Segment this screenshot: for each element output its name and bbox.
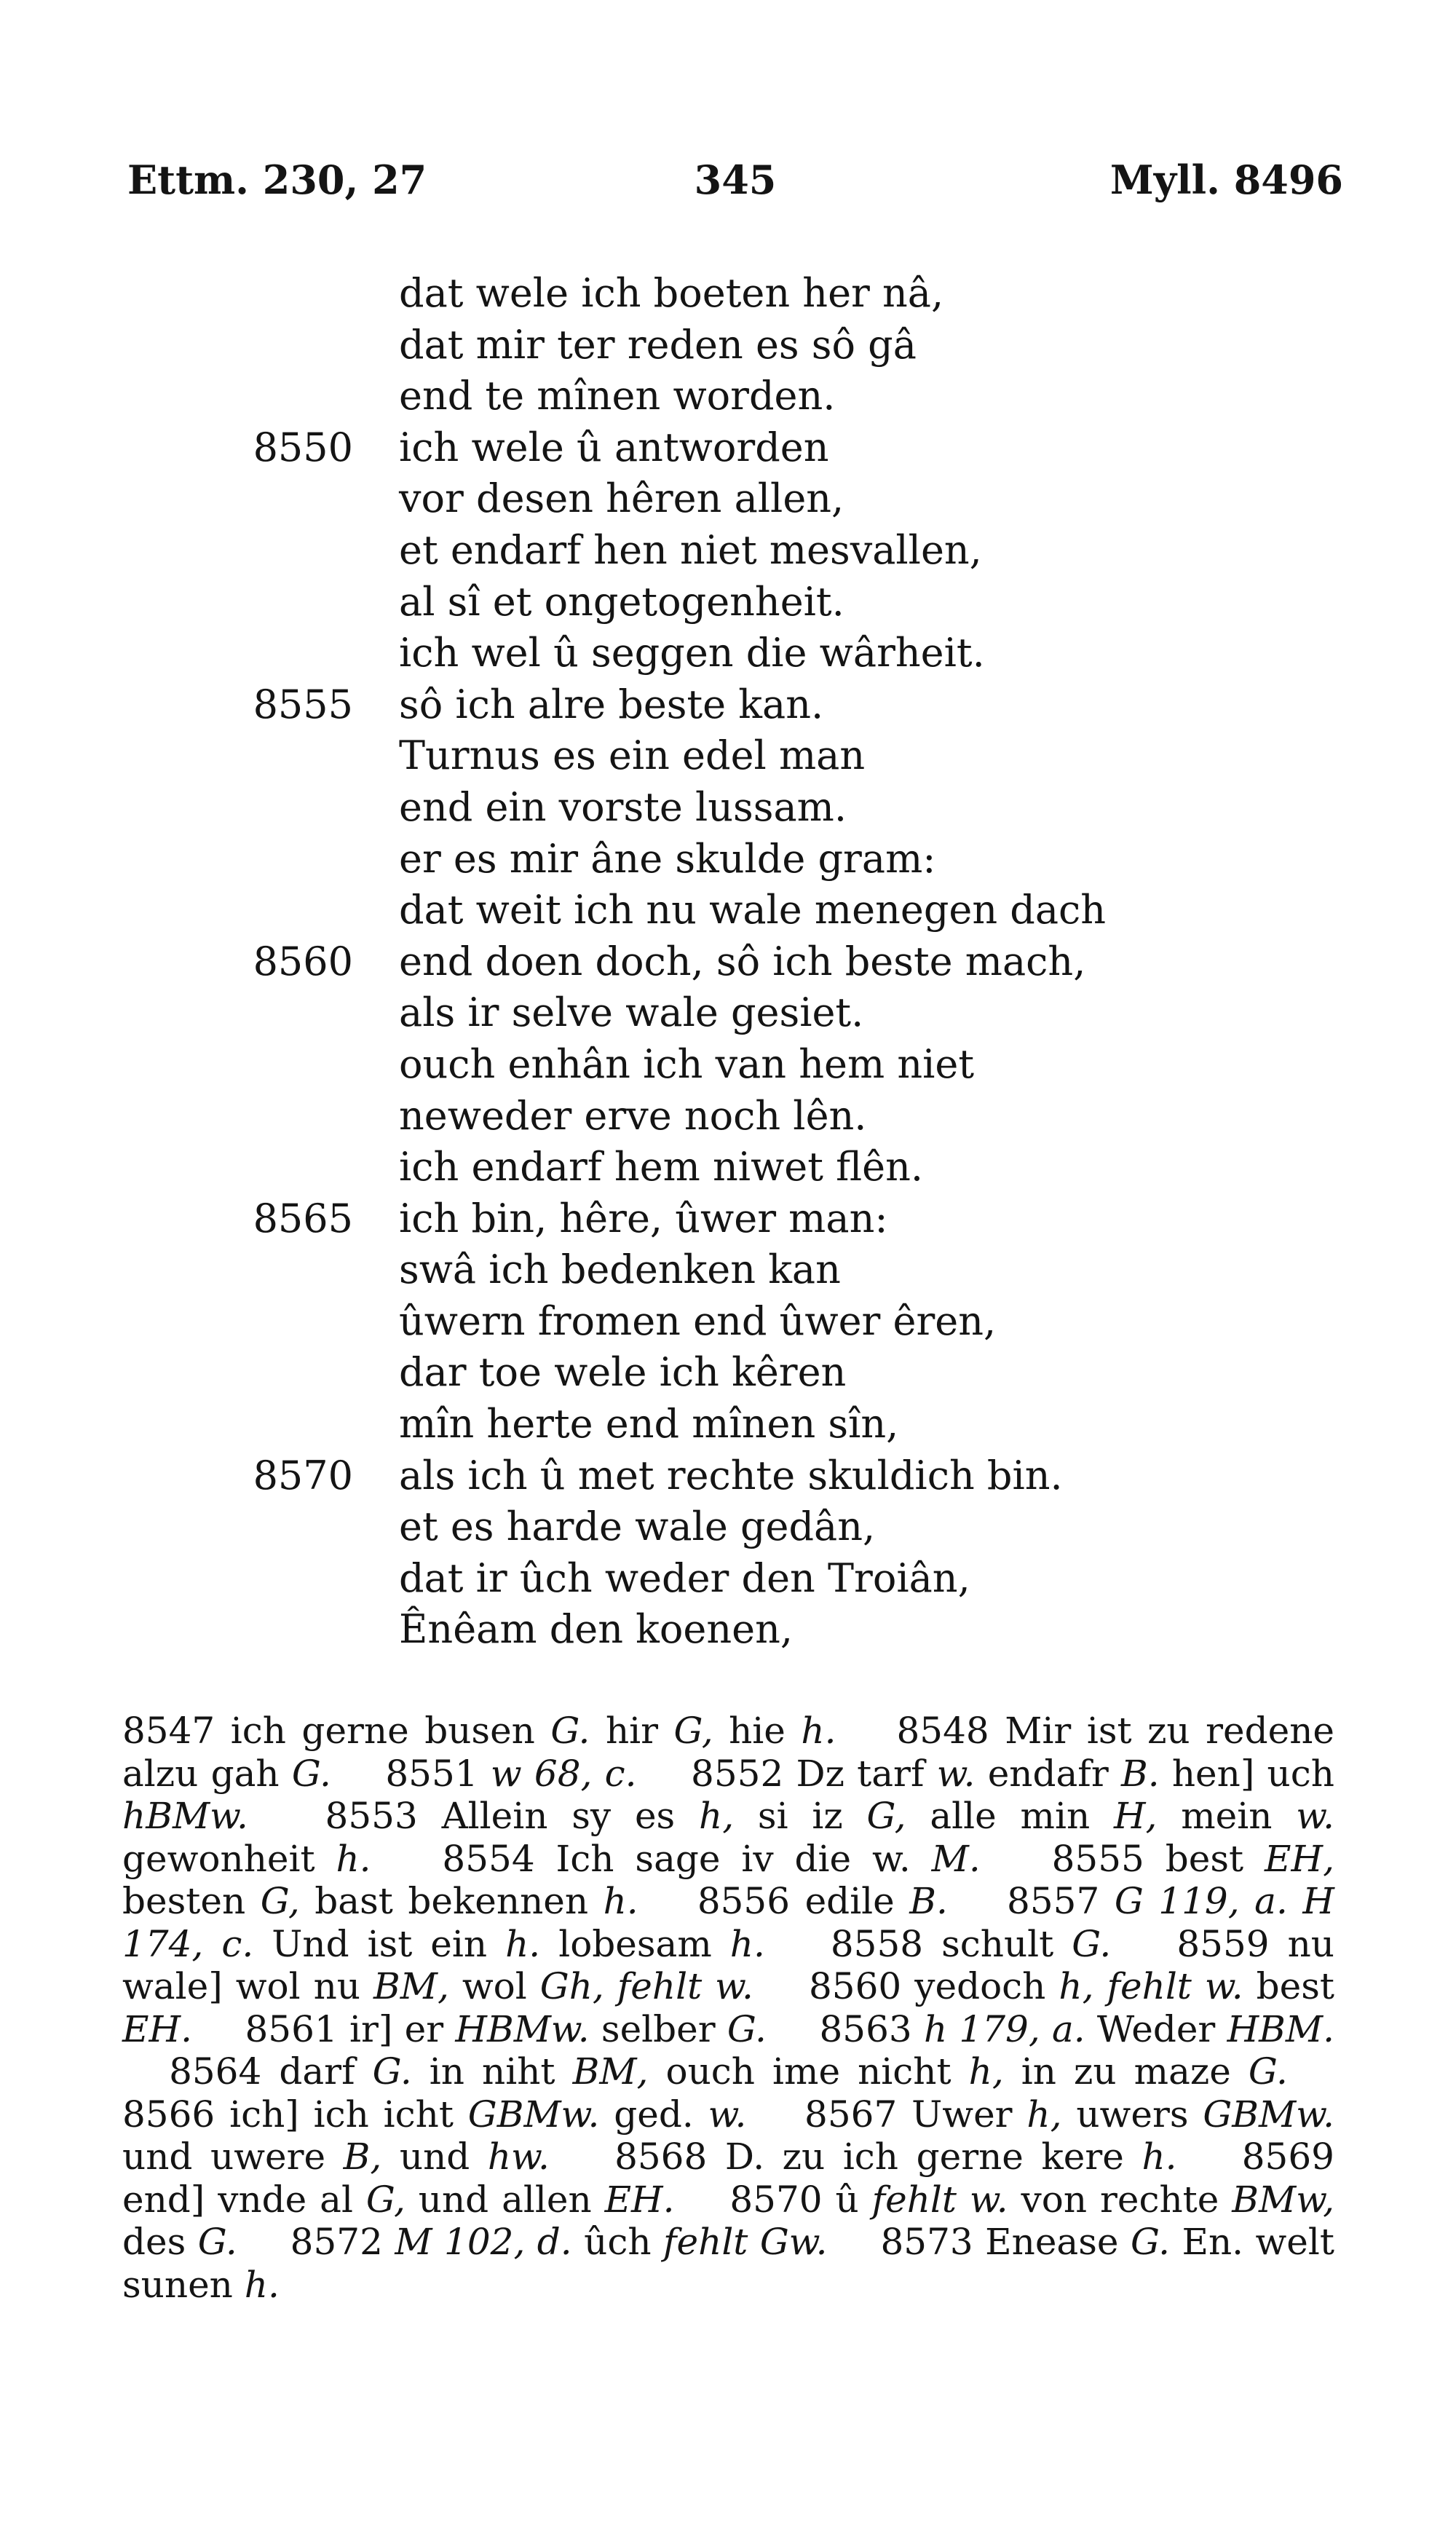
verse-line: [0, 1142, 1456, 1193]
verse-line: [0, 473, 1456, 525]
variant-note: [122, 1710, 836, 1752]
variant-note: [122, 2093, 746, 2136]
note-text: 8573 Enease: [880, 2221, 1131, 2263]
note-text: 8559 nu wale] wol nu: [122, 1922, 1334, 2007]
verse-line: [0, 422, 1456, 474]
siglum: G,: [866, 1795, 906, 1837]
note-text: bast bekennen: [299, 1880, 604, 1922]
verse-text-line: dat wele ich boeten her nâ,: [399, 270, 944, 316]
verse-text-line: als ich û met rechte skuldich bin.: [399, 1452, 1063, 1498]
verse-text-line: als ir selve wale gesiet.: [399, 989, 864, 1036]
variant-note: [697, 1880, 948, 1922]
note-text: in niht: [411, 2050, 573, 2093]
note-text: 8547 ich gerne busen: [122, 1710, 551, 1752]
siglum: GBMw.: [467, 2093, 600, 2136]
verse-line: [0, 577, 1456, 628]
verse-text-line: ich endarf hem niwet flên.: [399, 1144, 924, 1190]
note-text: von rechte: [1008, 2178, 1233, 2221]
siglum: h.: [801, 1710, 836, 1752]
verse-line: [0, 320, 1456, 371]
verse-line: [0, 1039, 1456, 1091]
line-number: 8550: [253, 424, 353, 470]
note-text: ûch: [571, 2221, 664, 2263]
note-text: 8567 Uwer: [804, 2093, 1027, 2136]
note-text: und allen: [405, 2178, 605, 2221]
line-number: 8555: [253, 681, 353, 727]
verse-line: [0, 782, 1456, 834]
note-text: endafr: [975, 1752, 1121, 1795]
siglum: EH.: [604, 2178, 675, 2221]
verse-text-line: Turnus es ein edel man: [399, 732, 866, 779]
note-text: 8555 best: [1051, 1837, 1265, 1880]
note-text: 8563: [819, 2007, 924, 2050]
siglum: G 119, a. H 174, c.: [122, 1880, 1334, 1965]
line-number: 8565: [253, 1195, 353, 1241]
note-text: 8566 ich] ich icht: [122, 2093, 468, 2136]
siglum: H,: [1113, 1795, 1158, 1837]
siglum: h,: [1026, 2093, 1062, 2136]
line-number: 8570: [253, 1452, 353, 1498]
siglum: h.: [244, 2263, 280, 2306]
siglum: G.: [372, 2050, 412, 2093]
verse-line: [0, 987, 1456, 1039]
note-text: besten: [122, 1880, 261, 1922]
verse-text-line: et endarf hen niet mesvallen,: [399, 526, 982, 573]
note-text: 8553 Allein sy es: [325, 1795, 699, 1837]
verse-line: [0, 1193, 1456, 1245]
verse-text-line: dat ir ûch weder den Troiân,: [399, 1555, 970, 1601]
verse-text-line: end te mînen worden.: [399, 373, 836, 419]
note-text: 8570 û: [729, 2178, 872, 2221]
siglum: h 179, a.: [923, 2007, 1085, 2050]
siglum: G.: [550, 1710, 590, 1752]
verse-text-line: Ênêam den koenen,: [399, 1606, 794, 1653]
siglum: h,: [699, 1795, 735, 1837]
verse-line: [0, 936, 1456, 988]
variant-note: [614, 2136, 1177, 2178]
note-text: 8560 yedoch: [808, 1965, 1059, 2007]
verse-line: [0, 730, 1456, 782]
variant-note: [831, 1923, 1111, 1965]
verse-line: [0, 1604, 1456, 1656]
note-text: wol: [448, 1965, 540, 2007]
verse-line: [0, 371, 1456, 422]
note-text: 8568 D. zu ich gerne kere: [614, 2136, 1142, 2178]
note-text: in zu maze: [1003, 2050, 1249, 2093]
verse-text-line: swâ ich bedenken kan: [399, 1247, 841, 1293]
siglum: fehlt w.: [871, 2178, 1008, 2221]
verse-line: [0, 1296, 1456, 1348]
verse-text-line: et es harde wale gedân,: [399, 1504, 876, 1550]
siglum: w.: [936, 1752, 976, 1795]
variant-note: [819, 2008, 1334, 2050]
siglum: GBMw.: [1203, 2093, 1334, 2136]
verse-text-line: neweder erve noch lên.: [399, 1092, 867, 1139]
siglum: G.: [1130, 2221, 1171, 2263]
note-text: selber: [589, 2007, 727, 2050]
note-text: gewonheit: [122, 1837, 336, 1880]
siglum: h,: [1059, 1965, 1094, 2007]
siglum: h.: [1142, 2136, 1177, 2178]
siglum: B.: [1120, 1752, 1160, 1795]
note-text: ged.: [599, 2093, 708, 2136]
verse-text-line: al sî et ongetogenheit.: [399, 578, 844, 625]
siglum: fehlt w.: [1107, 1965, 1243, 2007]
note-text: 8564 darf: [169, 2050, 373, 2093]
verse-text-line: dat weit ich nu wale menegen dach: [399, 887, 1107, 933]
note-text: 8572: [290, 2221, 395, 2263]
siglum: h.: [729, 1922, 765, 1965]
siglum: w.: [1296, 1795, 1335, 1837]
note-text: 8557: [1007, 1880, 1115, 1922]
verse-line: [0, 834, 1456, 885]
verse-line: [0, 885, 1456, 936]
verse-text-line: ûwern fromen end ûwer êren,: [399, 1297, 997, 1344]
verse-line: [0, 268, 1456, 320]
running-head-right: Myll. 8496: [1109, 157, 1343, 203]
note-text: 8552 Dz tarf: [691, 1752, 937, 1795]
note-text: 8569 end] vnde al: [122, 2136, 1334, 2221]
verse-line: [0, 1091, 1456, 1142]
note-text: mein: [1157, 1795, 1297, 1837]
siglum: BM,: [373, 1965, 449, 2007]
note-text: des: [122, 2221, 198, 2263]
siglum: w 68, c.: [490, 1752, 637, 1795]
siglum: h.: [603, 1880, 638, 1922]
note-text: hir: [590, 1710, 674, 1752]
verse-line: [0, 1399, 1456, 1450]
verse-text-line: er es mir âne skulde gram:: [399, 835, 936, 882]
siglum: hBMw.: [122, 1795, 248, 1837]
siglum: M.: [931, 1837, 981, 1880]
variant-note: [169, 2050, 1288, 2093]
page-header: [127, 157, 1343, 215]
siglum: fehlt w.: [604, 1965, 753, 2007]
verse-text-line: ich wel û seggen die wârheit.: [399, 630, 985, 676]
verse-text-line: dar toe wele ich kêren: [399, 1349, 847, 1396]
siglum: G.: [291, 1752, 331, 1795]
siglum: B,: [343, 2136, 382, 2178]
note-text: 8551: [385, 1752, 491, 1795]
note-text: Und ist ein: [253, 1922, 506, 1965]
siglum: h.: [336, 1837, 371, 1880]
siglum: Gh,: [539, 1965, 604, 2007]
note-text: und: [381, 2136, 488, 2178]
note-text: 8556 edile: [697, 1880, 910, 1922]
siglum: G,: [365, 2178, 405, 2221]
siglum: h,: [968, 2050, 1004, 2093]
note-text: si iz: [734, 1795, 867, 1837]
siglum: G.: [197, 2221, 237, 2263]
verse-text-line: ich wele û antworden: [399, 424, 829, 470]
siglum: fehlt Gw.: [663, 2221, 828, 2263]
siglum: M 102, d.: [395, 2221, 572, 2263]
verse-text-line: sô ich alre beste kan.: [399, 681, 824, 727]
verse-line: [0, 1244, 1456, 1296]
siglum: h.: [505, 1922, 541, 1965]
note-text: alle min: [906, 1795, 1114, 1837]
variant-note: [245, 2008, 767, 2050]
siglum: G,: [673, 1710, 713, 1752]
note-text: 8554 Ich sage iv die w.: [442, 1837, 932, 1880]
verse-line: [0, 1450, 1456, 1502]
verse-text-line: end doen doch, sô ich beste mach,: [399, 938, 1086, 984]
siglum: G.: [727, 2007, 767, 2050]
verse-text-line: ouch enhân ich van hem niet: [399, 1040, 975, 1087]
note-text: ouch ime nicht: [648, 2050, 969, 2093]
variant-note: [290, 2221, 828, 2263]
verse-line: [0, 679, 1456, 731]
siglum: EH,: [1264, 1837, 1334, 1880]
siglum: G.: [1248, 2050, 1288, 2093]
line-number: 8560: [253, 938, 353, 984]
verse-text-line: end ein vorste lussam.: [399, 783, 847, 830]
siglum: G.: [1072, 1922, 1112, 1965]
note-text: und uwere: [122, 2136, 344, 2178]
siglum: w.: [708, 2093, 747, 2136]
verse-line: [0, 1347, 1456, 1399]
verse-text: [0, 268, 1456, 1656]
siglum: HBM.: [1227, 2007, 1334, 2050]
verse-line: [0, 525, 1456, 577]
verse-text-line: mîn herte end mînen sîn,: [399, 1401, 899, 1447]
variant-note: [442, 1838, 980, 1880]
apparatus-notes: [122, 1710, 1334, 2306]
verse-line: [0, 628, 1456, 679]
siglum: hw.: [487, 2136, 550, 2178]
siglum: BM,: [572, 2050, 649, 2093]
variant-note: [385, 1753, 636, 1795]
siglum: HBMw.: [455, 2007, 590, 2050]
note-text: Weder: [1085, 2007, 1227, 2050]
note-text: hie: [713, 1710, 802, 1752]
note-text: En. welt sunen: [122, 2221, 1334, 2306]
note-text: hen] uch: [1159, 1752, 1334, 1795]
note-text: 8561 ir] er: [245, 2007, 456, 2050]
note-text: uwers: [1061, 2093, 1203, 2136]
verse-text-line: ich bin, hêre, ûwer man:: [399, 1195, 888, 1241]
verse-line: [0, 1553, 1456, 1605]
siglum: BMw,: [1232, 2178, 1334, 2221]
verse-text-line: dat mir ter reden es sô gâ: [399, 321, 917, 368]
note-text: 8548 Mir ist zu redene alzu gah: [122, 1710, 1334, 1795]
note-text: lobesam: [540, 1922, 730, 1965]
verse-line: [0, 1501, 1456, 1553]
siglum: EH.: [122, 2007, 192, 2050]
note-text: [1094, 1965, 1107, 2007]
siglum: G,: [260, 1880, 300, 1922]
note-text: best: [1243, 1965, 1335, 2007]
running-head-left: Ettm. 230, 27: [127, 157, 427, 203]
note-text: 8558 schult: [830, 1922, 1072, 1965]
verse-text-line: vor desen hêren allen,: [399, 475, 844, 522]
siglum: B.: [909, 1880, 948, 1922]
page-number: 345: [694, 157, 777, 203]
